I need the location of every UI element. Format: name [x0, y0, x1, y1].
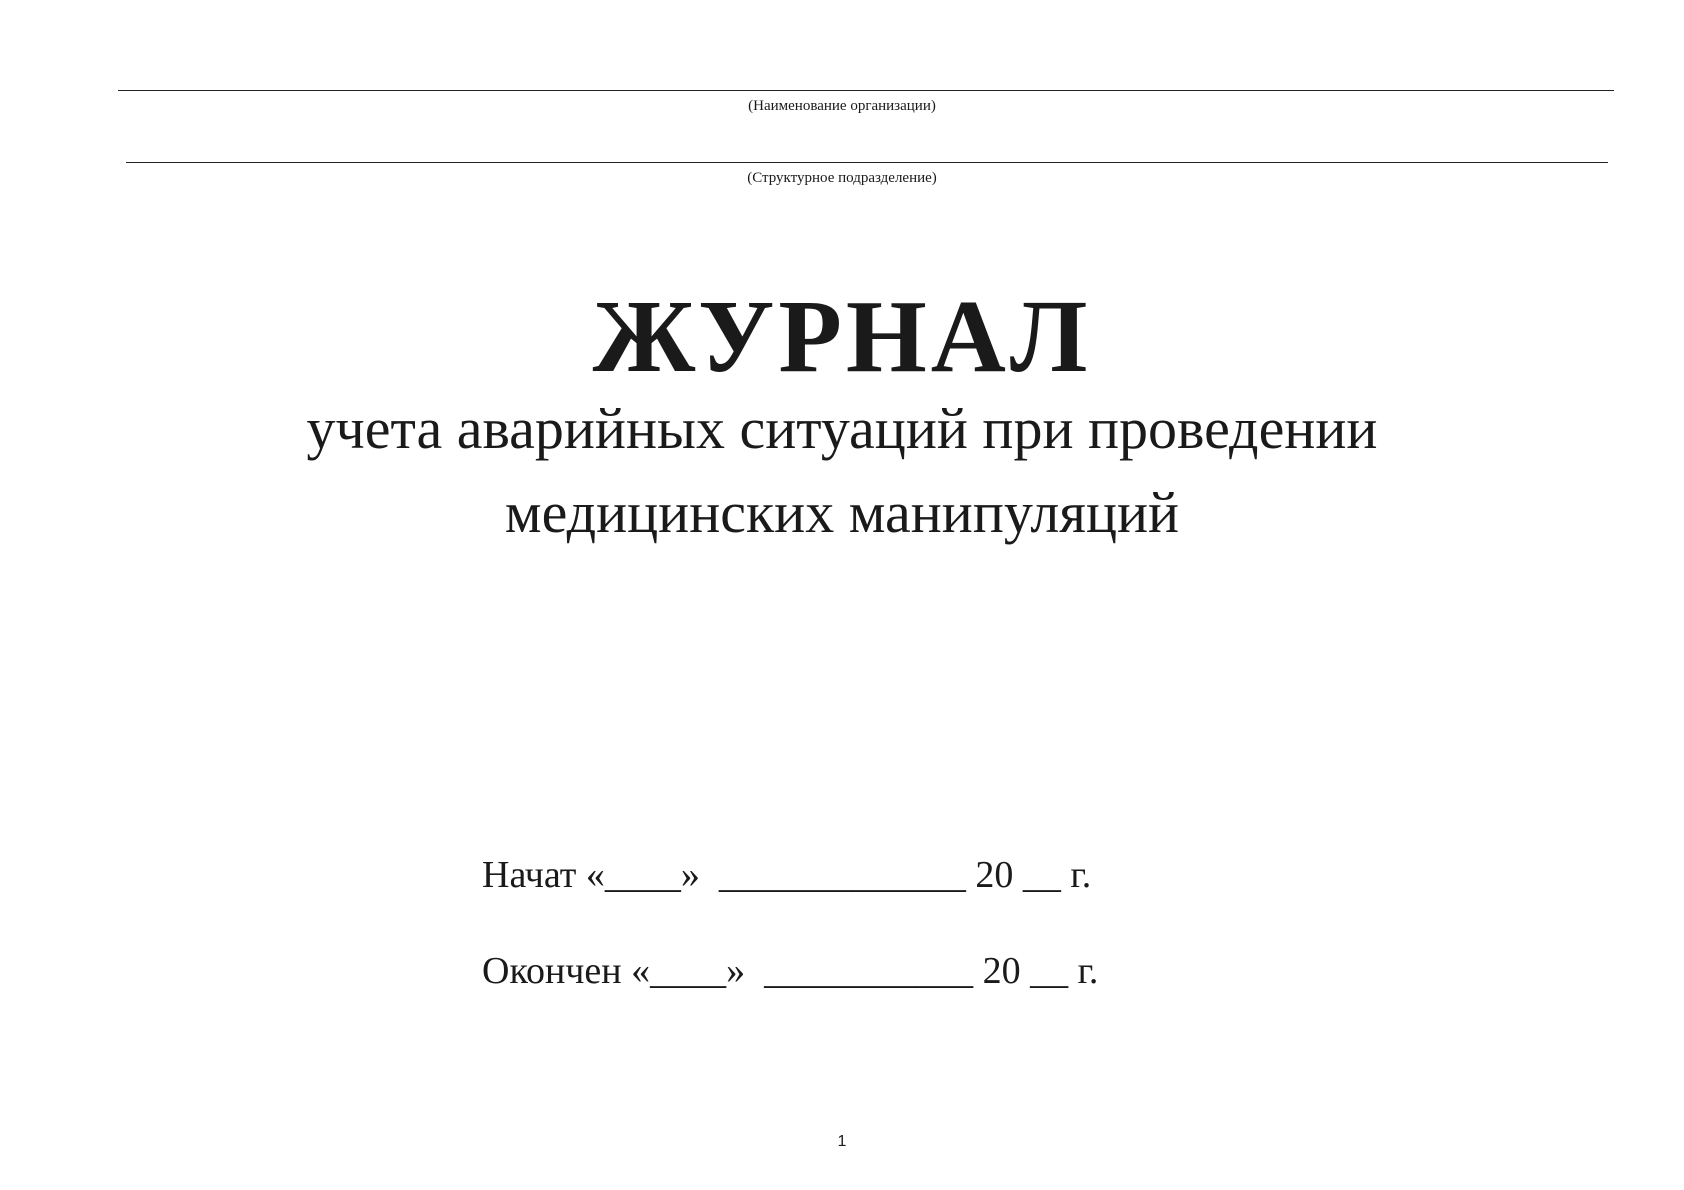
department-caption: (Структурное подразделение) [747, 170, 937, 186]
organization-line [118, 90, 1614, 91]
document-subtitle-line2: медицинских манипуляций [504, 480, 1180, 545]
document-subtitle-line1: учета аварийных ситуаций при проведении [306, 396, 1378, 461]
organization-caption: (Наименование организации) [748, 98, 936, 114]
page-number: 1 [837, 1133, 847, 1150]
start-date-line: Начат «____» _____________ 20 __ г. [482, 854, 1092, 896]
document-title: ЖУРНАЛ [592, 279, 1092, 394]
end-date-line: Окончен «____» ___________ 20 __ г. [482, 950, 1099, 992]
department-line [126, 162, 1608, 163]
